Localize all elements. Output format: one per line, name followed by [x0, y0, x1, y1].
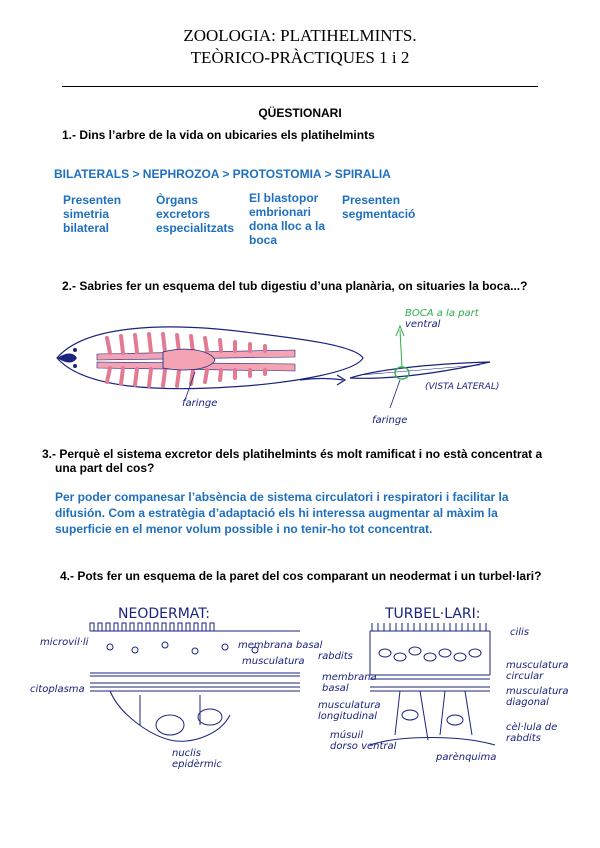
question-3-line1: 3.- Perquè el sistema excretor dels platihelmints és molt ramificat i no està concentrat a — [42, 447, 543, 461]
tur-label-cilis: cilis — [510, 627, 530, 638]
tur-label-musuil: músuil dorso ventral — [330, 730, 397, 752]
trait-column-1: Presenten simetria bilateral — [63, 193, 122, 235]
turbellari-title: TURBEL·LARI: — [385, 606, 481, 622]
label-faringe-top: faringe — [182, 398, 218, 409]
question-4: 4.- Pots fer un esquema de la paret del cos comparant un neodermat i un turbel·lari? — [60, 569, 542, 583]
planaria-sketch — [45, 300, 565, 440]
label-boca: BOCA a la part ventral — [405, 308, 479, 330]
question-2: 2.- Sabries fer un esquema del tub digestiu d’una planària, on situaries la boca...? — [62, 279, 528, 293]
tur-label-membrana: membrana basal — [322, 672, 377, 694]
lineage-text: BILATERALS > NEPHROZOA > PROTOSTOMIA > SPIRALIA — [54, 167, 391, 181]
tur-label-rabdits: rabdits — [318, 651, 353, 662]
tur-label-diagonal: musculatura diagonal — [506, 686, 569, 708]
trait-column-4: Presenten segmentació — [342, 193, 416, 221]
neo-label-muscul: musculatura — [242, 656, 305, 667]
body-wall-sketch — [0, 595, 600, 775]
neo-label-nuclis: nuclis epidèrmic — [172, 748, 222, 770]
header-divider — [62, 86, 538, 87]
tur-label-cel-rabdits: cèl·lula de rabdits — [506, 722, 558, 744]
neo-label-membrana: membrana basal — [238, 640, 323, 651]
question-3-line2: una part del cos? — [55, 461, 155, 475]
neo-label-citoplasma: citoplasma — [30, 684, 85, 695]
tur-label-parenquima: parènquima — [436, 752, 497, 763]
answer-3: Per poder companesar l’absència de sistema circulatori i respiratori i facilitar la difusión. Com a estratègia d’adaptació els hi interessa augmentar al màxim la superficie en el menor volum possible i no tenir-ho tot concentrat. — [55, 490, 509, 536]
label-vista-lateral: (VISTA LATERAL) — [425, 382, 500, 392]
neodermat-title: NEODERMAT: — [118, 606, 210, 622]
tur-label-circular: musculatura circular — [506, 660, 569, 682]
section-title: QÜESTIONARI — [258, 106, 342, 120]
doc-title-line2: TEÒRICO-PRÀCTIQUES 1 i 2 — [190, 48, 410, 67]
label-faringe-side: faringe — [372, 415, 408, 426]
tur-label-muscul-long: musculatura longitudinal — [318, 700, 381, 722]
trait-column-2: Òrgans excretors especialitzats — [156, 193, 235, 235]
trait-column-3: El blastopor embrionari dona lloc a la boca — [249, 191, 326, 247]
question-1: 1.- Dins l’arbre de la vida on ubicaries els platihelmints — [62, 128, 375, 142]
neo-label-microvilli: microvil·li — [40, 637, 89, 648]
doc-title-line1: ZOOLOGIA: PLATIHELMINTS. — [183, 26, 417, 45]
